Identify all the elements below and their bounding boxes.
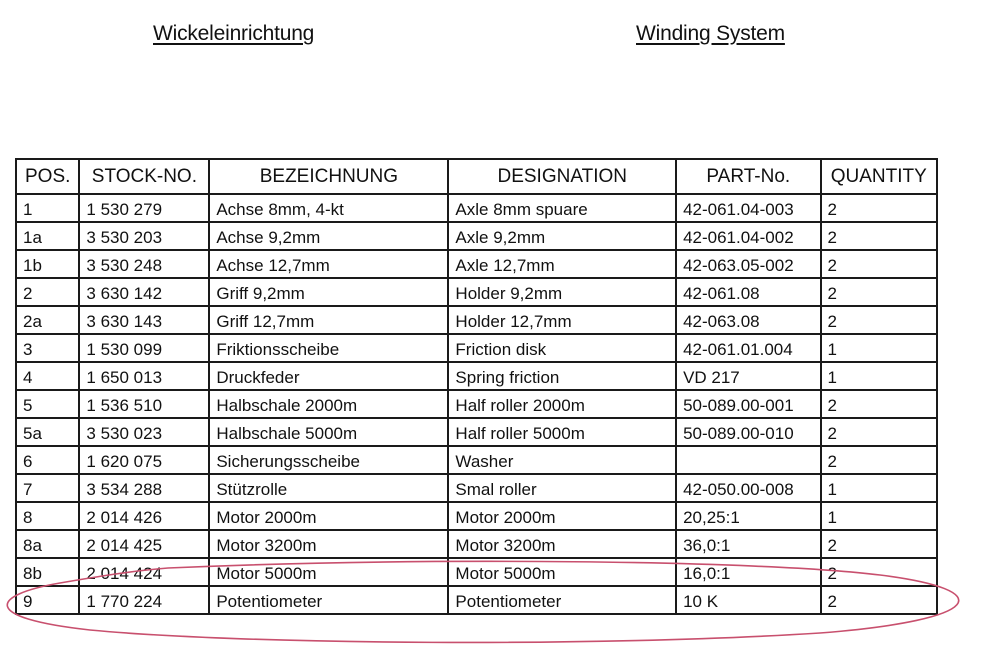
cell-part-no: 10 K [676, 586, 820, 614]
cell-part-no: 36,0:1 [676, 530, 820, 558]
cell-stock-no: 3 630 143 [79, 306, 209, 334]
header-quantity: QUANTITY [821, 159, 937, 194]
cell-designation: Axle 8mm spuare [448, 194, 676, 222]
cell-pos: 5 [16, 390, 79, 418]
cell-pos: 8a [16, 530, 79, 558]
cell-part-no: 42-061.04-003 [676, 194, 820, 222]
cell-designation: Axle 12,7mm [448, 250, 676, 278]
cell-part-no [676, 446, 820, 474]
cell-quantity: 2 [821, 222, 937, 250]
cell-quantity: 2 [821, 530, 937, 558]
cell-bezeichnung: Achse 12,7mm [209, 250, 448, 278]
header-bezeichnung: BEZEICHNUNG [209, 159, 448, 194]
cell-stock-no: 2 014 424 [79, 558, 209, 586]
cell-part-no: 42-061.01.004 [676, 334, 820, 362]
cell-quantity: 2 [821, 306, 937, 334]
cell-bezeichnung: Griff 9,2mm [209, 278, 448, 306]
table-row [16, 530, 937, 558]
table-row [16, 278, 937, 306]
cell-part-no: VD 217 [676, 362, 820, 390]
table-row [16, 306, 937, 334]
table-row [16, 502, 937, 530]
cell-stock-no: 3 530 248 [79, 250, 209, 278]
cell-stock-no: 1 536 510 [79, 390, 209, 418]
cell-part-no: 50-089.00-010 [676, 418, 820, 446]
cell-part-no: 16,0:1 [676, 558, 820, 586]
cell-designation: Potentiometer [448, 586, 676, 614]
cell-quantity: 2 [821, 390, 937, 418]
cell-pos: 6 [16, 446, 79, 474]
cell-pos: 4 [16, 362, 79, 390]
cell-stock-no: 1 620 075 [79, 446, 209, 474]
cell-designation: Motor 5000m [448, 558, 676, 586]
cell-pos: 7 [16, 474, 79, 502]
table-row [16, 586, 937, 614]
cell-pos: 1b [16, 250, 79, 278]
english-title: Winding System [636, 22, 785, 45]
cell-bezeichnung: Druckfeder [209, 362, 448, 390]
header-designation: DESIGNATION [448, 159, 676, 194]
table-row [16, 194, 937, 222]
cell-bezeichnung: Halbschale 5000m [209, 418, 448, 446]
table-row [16, 558, 937, 586]
cell-bezeichnung: Achse 9,2mm [209, 222, 448, 250]
cell-designation: Axle 9,2mm [448, 222, 676, 250]
cell-part-no: 42-050.00-008 [676, 474, 820, 502]
cell-stock-no: 3 530 203 [79, 222, 209, 250]
cell-stock-no: 3 530 023 [79, 418, 209, 446]
cell-bezeichnung: Stützrolle [209, 474, 448, 502]
cell-pos: 2a [16, 306, 79, 334]
cell-designation: Holder 9,2mm [448, 278, 676, 306]
cell-stock-no: 1 530 279 [79, 194, 209, 222]
cell-stock-no: 2 014 426 [79, 502, 209, 530]
cell-designation: Spring friction [448, 362, 676, 390]
table-row [16, 390, 937, 418]
cell-designation: Washer [448, 446, 676, 474]
cell-quantity: 1 [821, 474, 937, 502]
cell-quantity: 2 [821, 194, 937, 222]
cell-quantity: 2 [821, 250, 937, 278]
cell-stock-no: 1 530 099 [79, 334, 209, 362]
cell-quantity: 1 [821, 334, 937, 362]
cell-bezeichnung: Friktionsscheibe [209, 334, 448, 362]
cell-pos: 3 [16, 334, 79, 362]
cell-quantity: 1 [821, 502, 937, 530]
cell-stock-no: 1 770 224 [79, 586, 209, 614]
table-body [16, 194, 937, 614]
cell-part-no: 42-061.08 [676, 278, 820, 306]
cell-bezeichnung: Halbschale 2000m [209, 390, 448, 418]
parts-list-table [15, 158, 938, 615]
cell-quantity: 2 [821, 418, 937, 446]
cell-pos: 8b [16, 558, 79, 586]
cell-designation: Half roller 2000m [448, 390, 676, 418]
cell-designation: Smal roller [448, 474, 676, 502]
cell-quantity: 2 [821, 446, 937, 474]
table-header-row [16, 159, 937, 194]
cell-designation: Friction disk [448, 334, 676, 362]
table-row [16, 334, 937, 362]
cell-bezeichnung: Sicherungsscheibe [209, 446, 448, 474]
table-row [16, 446, 937, 474]
cell-pos: 1a [16, 222, 79, 250]
table-row [16, 250, 937, 278]
header-pos: POS. [16, 159, 79, 194]
table-row [16, 418, 937, 446]
cell-quantity: 2 [821, 586, 937, 614]
cell-quantity: 2 [821, 278, 937, 306]
table-row [16, 222, 937, 250]
cell-designation: Holder 12,7mm [448, 306, 676, 334]
cell-bezeichnung: Achse 8mm, 4-kt [209, 194, 448, 222]
cell-bezeichnung: Motor 2000m [209, 502, 448, 530]
cell-part-no: 42-063.08 [676, 306, 820, 334]
table-row [16, 362, 937, 390]
cell-pos: 1 [16, 194, 79, 222]
cell-pos: 9 [16, 586, 79, 614]
cell-stock-no: 2 014 425 [79, 530, 209, 558]
cell-part-no: 50-089.00-001 [676, 390, 820, 418]
table-row [16, 474, 937, 502]
cell-stock-no: 3 534 288 [79, 474, 209, 502]
cell-bezeichnung: Potentiometer [209, 586, 448, 614]
cell-pos: 5a [16, 418, 79, 446]
cell-part-no: 42-061.04-002 [676, 222, 820, 250]
cell-designation: Half roller 5000m [448, 418, 676, 446]
cell-designation: Motor 2000m [448, 502, 676, 530]
header-part-no: PART-No. [676, 159, 820, 194]
cell-bezeichnung: Griff 12,7mm [209, 306, 448, 334]
cell-bezeichnung: Motor 3200m [209, 530, 448, 558]
cell-quantity: 2 [821, 558, 937, 586]
header-stock-no: STOCK-NO. [79, 159, 209, 194]
cell-part-no: 20,25:1 [676, 502, 820, 530]
cell-pos: 2 [16, 278, 79, 306]
german-title: Wickeleinrichtung [153, 22, 315, 45]
cell-designation: Motor 3200m [448, 530, 676, 558]
cell-stock-no: 1 650 013 [79, 362, 209, 390]
cell-bezeichnung: Motor 5000m [209, 558, 448, 586]
cell-part-no: 42-063.05-002 [676, 250, 820, 278]
cell-stock-no: 3 630 142 [79, 278, 209, 306]
cell-pos: 8 [16, 502, 79, 530]
cell-quantity: 1 [821, 362, 937, 390]
